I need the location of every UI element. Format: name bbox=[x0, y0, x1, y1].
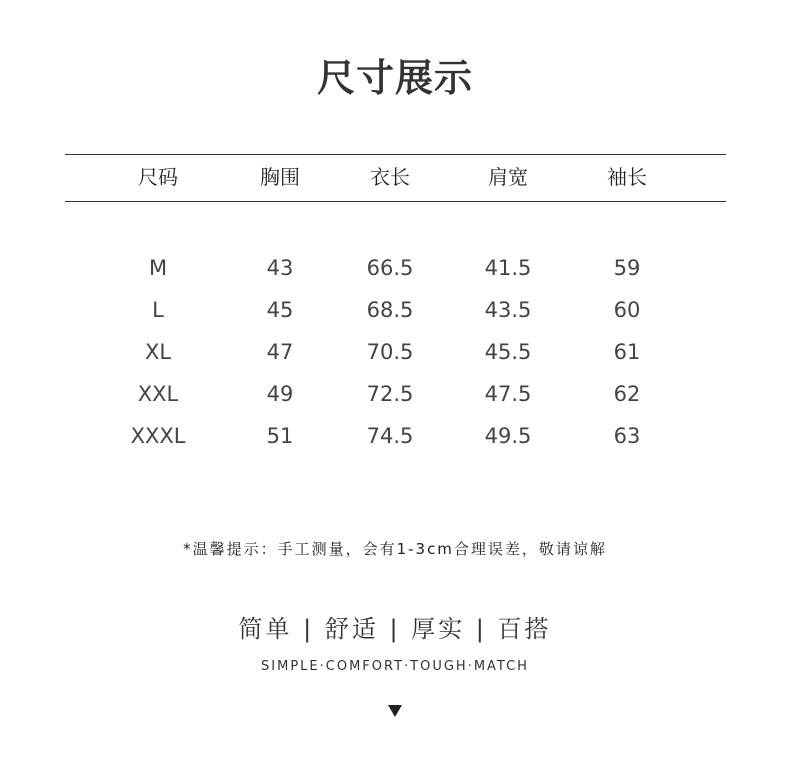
table-top-rule bbox=[65, 154, 726, 155]
cell-sleeve: 61 bbox=[613, 340, 641, 364]
cell-chest: 45 bbox=[266, 298, 294, 322]
page-title: 尺寸展示 bbox=[316, 56, 473, 100]
cell-length: 74.5 bbox=[366, 424, 414, 448]
cell-chest: 43 bbox=[266, 256, 294, 280]
cell-size: M bbox=[148, 256, 168, 280]
cell-chest: 51 bbox=[266, 424, 294, 448]
cell-length: 70.5 bbox=[366, 340, 414, 364]
cell-sleeve: 59 bbox=[613, 256, 641, 280]
cell-shoulder: 47.5 bbox=[484, 382, 532, 406]
slogan-cn: 简单 | 舒适 | 厚实 | 百搭 bbox=[238, 615, 552, 643]
slogan-en: SIMPLE·COMFORT·TOUGH·MATCH bbox=[261, 659, 529, 674]
cell-size: L bbox=[152, 298, 164, 322]
cell-sleeve: 63 bbox=[613, 424, 641, 448]
header-size: 尺码 bbox=[138, 165, 178, 189]
cell-shoulder: 43.5 bbox=[484, 298, 532, 322]
cell-shoulder: 49.5 bbox=[484, 424, 532, 448]
header-length: 衣长 bbox=[370, 165, 410, 189]
cell-chest: 49 bbox=[266, 382, 294, 406]
cell-shoulder: 45.5 bbox=[484, 340, 532, 364]
header-shoulder: 肩宽 bbox=[488, 165, 528, 189]
cell-chest: 47 bbox=[266, 340, 294, 364]
down-triangle-icon bbox=[388, 705, 402, 717]
table-header-rule bbox=[65, 201, 726, 202]
cell-length: 66.5 bbox=[366, 256, 414, 280]
cell-size: XXXL bbox=[130, 424, 186, 448]
cell-length: 68.5 bbox=[366, 298, 414, 322]
cell-sleeve: 60 bbox=[613, 298, 641, 322]
header-chest: 胸围 bbox=[260, 165, 300, 189]
measurement-note: *温馨提示：手工测量，会有1-3cm合理误差，敬请谅解 bbox=[183, 540, 607, 558]
cell-shoulder: 41.5 bbox=[484, 256, 532, 280]
cell-sleeve: 62 bbox=[613, 382, 641, 406]
cell-size: XL bbox=[144, 340, 172, 364]
cell-length: 72.5 bbox=[366, 382, 414, 406]
cell-size: XXL bbox=[137, 382, 179, 406]
header-sleeve: 袖长 bbox=[607, 165, 647, 189]
